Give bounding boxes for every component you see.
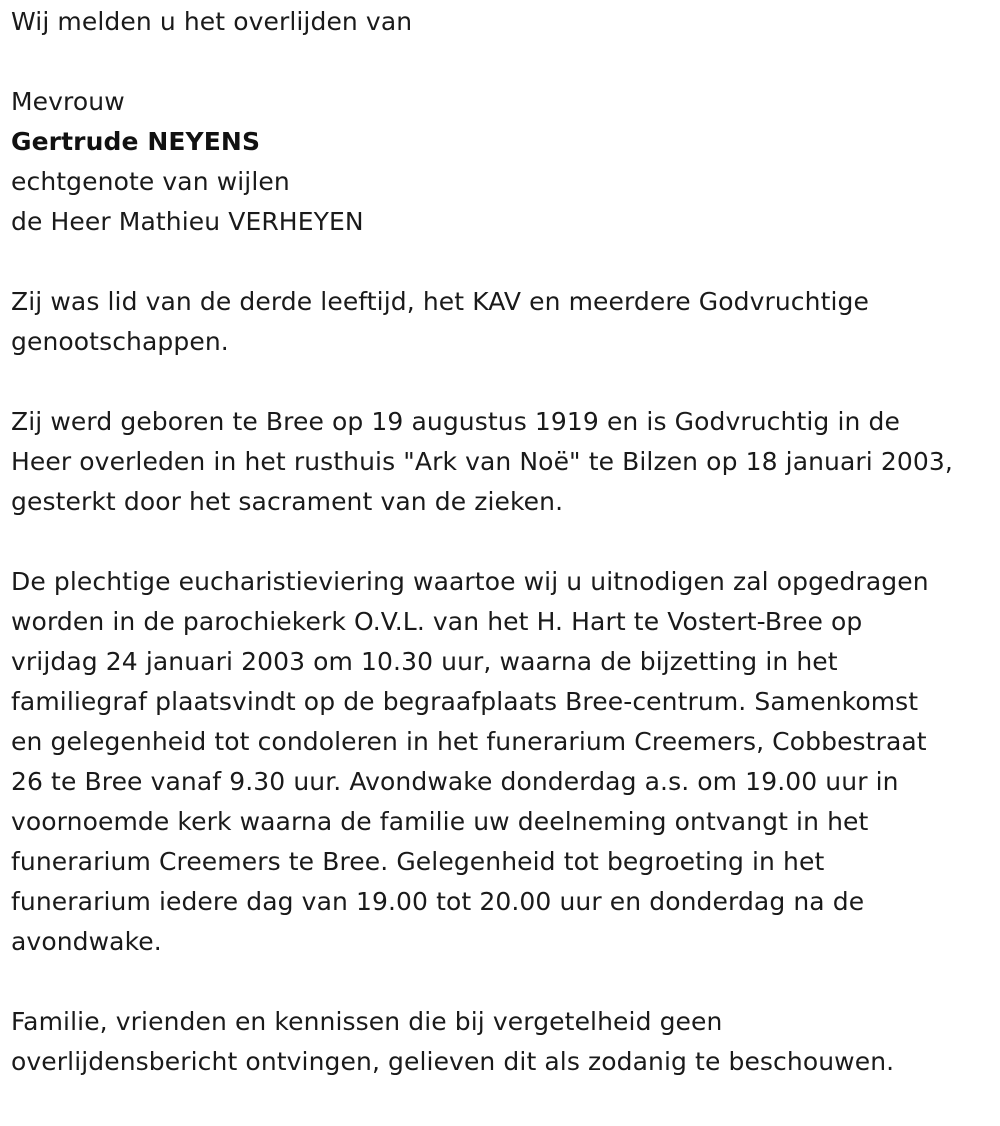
text-line: De plechtige eucharistieviering waartoe wij u uitnodigen zal opgedragen [11, 567, 929, 596]
text-line: en gelegenheid tot condoleren in het funerarium Creemers, Cobbestraat [11, 727, 927, 756]
spacer [11, 42, 996, 82]
relation-line-1: echtgenote van wijlen [11, 167, 290, 196]
text-line: gesterkt door het sacrament van de zieken. [11, 487, 564, 516]
relation-line-2: de Heer Mathieu VERHEYEN [11, 207, 364, 236]
deceased-name: Gertrude NEYENS [11, 127, 261, 156]
text-line: funerarium Creemers te Bree. Gelegenheid tot begroeting in het [11, 847, 825, 876]
text-line: Zij werd geboren te Bree op 19 augustus 1919 en is Godvruchtig in de [11, 407, 900, 436]
death-notice [11, 2, 996, 1082]
text-line: worden in de parochiekerk O.V.L. van het H. Hart te Vostert-Bree op [11, 607, 863, 636]
text-line: familiegraf plaatsvindt op de begraafplaats Bree-centrum. Samenkomst [11, 687, 919, 716]
text-line: genootschappen. [11, 327, 229, 356]
text-line: overlijdensbericht ontvingen, gelieven dit als zodanig te beschouwen. [11, 1047, 895, 1076]
text-line: vrijdag 24 januari 2003 om 10.30 uur, waarna de bijzetting in het [11, 647, 838, 676]
spacer [11, 362, 996, 402]
spacer [11, 242, 996, 282]
spacer [11, 962, 996, 1002]
paragraph-ceremony [11, 562, 996, 962]
text-line: Zij was lid van de derde leeftijd, het KAV en meerdere Godvruchtige [11, 287, 869, 316]
spacer [11, 522, 996, 562]
paragraph-birth-death [11, 402, 996, 522]
text-line: 26 te Bree vanaf 9.30 uur. Avondwake donderdag a.s. om 19.00 uur in [11, 767, 899, 796]
text-line: Familie, vrienden en kennissen die bij vergetelheid geen [11, 1007, 723, 1036]
text-line: avondwake. [11, 927, 162, 956]
paragraph-membership [11, 282, 996, 362]
paragraph-closing [11, 1002, 996, 1082]
text-line: voornoemde kerk waarna de familie uw deelneming ontvangt in het [11, 807, 869, 836]
honorific: Mevrouw [11, 87, 125, 116]
text-line: funerarium iedere dag van 19.00 tot 20.00 uur en donderdag na de [11, 887, 865, 916]
text-line: Heer overleden in het rusthuis "Ark van Noë" te Bilzen op 18 januari 2003, [11, 447, 953, 476]
intro-line: Wij melden u het overlijden van [11, 7, 413, 36]
